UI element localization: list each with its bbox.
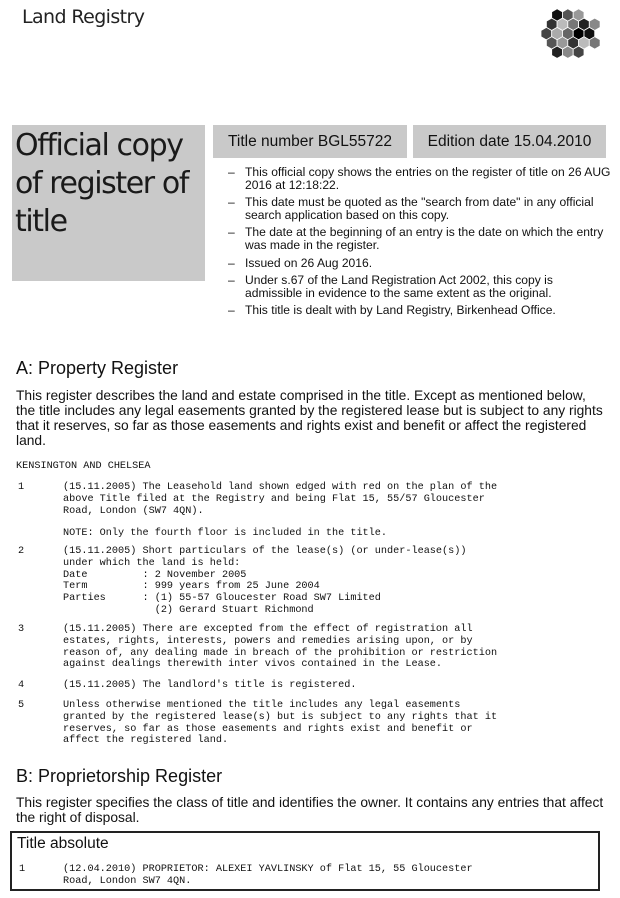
entry-text: (15.11.2005) Short particulars of the lease(s) (or under-lease(s)) under which the land is held: Date : 2 November 2005 Term : 999 years from 25 June 2004 Parties : (1) 55-57 Gloucester Road SW7 Limited (2) Gerard Stuart Richmond [63,546,467,616]
logo-hexagon [552,46,563,58]
entry-note: NOTE: Only the fourth floor is included in the title. [63,528,388,539]
edition-date: Edition date 15.04.2010 [413,125,606,158]
entry-text: (15.11.2005) The landlord's title is registered. [63,680,357,691]
title-number: Title number BGL55722 [213,125,407,158]
entry-number: 1 [18,482,25,493]
title-panel [12,125,205,281]
entry-number: 3 [18,624,25,635]
logo-hexagon [563,46,574,58]
note-item: – The date at the beginning of an entry is the date on which the entry was made in the register. [228,226,612,251]
logo-hexagon [573,46,584,58]
entry-text: (15.11.2005) There are excepted from the effect of registration all estates, rights, interests, powers and remedies arising upon, or by reason of, any dealing made in breach of the prohibition or restriction against dealings therewith inter vivos contained in the Lease. [63,624,498,671]
property-register-heading: A: Property Register [16,358,179,378]
page-title: Official copy of register of title [15,128,188,239]
entry-number: 4 [18,680,25,691]
proprietorship-register-heading: B: Proprietorship Register [16,766,223,786]
brand-name: Land Registry [22,6,145,28]
note-item: – This date must be quoted as the "search from date" in any official search application based on this copy. [228,196,612,221]
title-class-heading: Title absolute [17,835,109,852]
notes-list [228,166,612,322]
note-item: – Issued on 26 Aug 2016. [228,257,612,270]
entry-text: Unless otherwise mentioned the title includes any legal easements granted by the registered lease(s) but is subject to any rights that it reserves, so far as those easements and rights exist and benefit or affect the registered land. [63,700,498,747]
entry-text: (15.11.2005) The Leasehold land shown edged with red on the plan of the above Title filed at the Registry and being Flat 15, 55/57 Gloucester Road, London (SW7 4QN). [63,482,498,517]
note-item: – Under s.67 of the Land Registration Act 2002, this copy is admissible in evidence to the same extent as the original. [228,274,612,299]
logo-hexagon [589,37,600,49]
entry-number: 5 [18,700,25,711]
hexagon-cluster-logo-icon [537,4,605,74]
proprietorship-register-intro: This register specifies the class of title and identifies the owner. It contains any entries that affect the right of disposal. [16,795,604,825]
property-register-intro: This register describes the land and estate comprised in the title. Except as mentioned below, the title includes any legal easements granted by the registered lease but is subject to any rights that it reserves, so far as those easements and rights exist and benefit or affect the registered land. [16,388,603,448]
entry-text: (12.04.2010) PROPRIETOR: ALEXEI YAVLINSKY of Flat 15, 55 Gloucester Road, London SW7 4QN. [63,864,473,887]
district: KENSINGTON AND CHELSEA [16,461,151,472]
entry-number: 2 [18,546,25,557]
title-absolute-box [10,831,600,891]
entry-number: 1 [19,864,26,875]
note-item: – This official copy shows the entries on the register of title on 26 AUG 2016 at 12:18:22. [228,166,612,191]
note-item: – This title is dealt with by Land Registry, Birkenhead Office. [228,304,612,317]
